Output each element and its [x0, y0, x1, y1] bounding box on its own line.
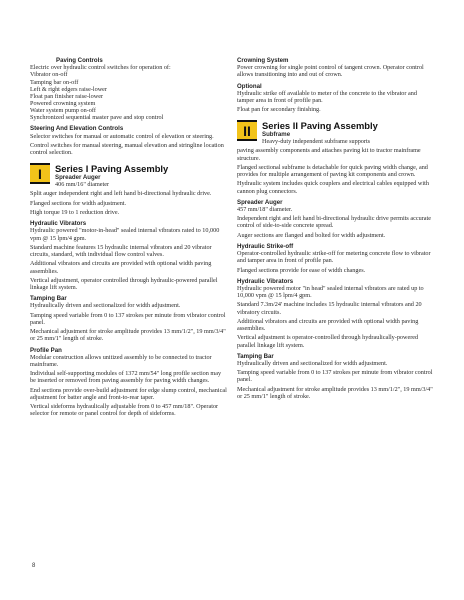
strike-off-section: [237, 243, 433, 274]
right-tamping-section: [237, 353, 433, 400]
paving-controls-list: [30, 64, 227, 121]
right-auger-section: [237, 199, 433, 239]
paragraph: paving assembly components and attaches paving kit to tractor mainframe structure.: [237, 147, 421, 162]
paragraph: Tamping speed variable from 0 to 137 strokes per minute from vibrator control panel.: [30, 311, 226, 326]
list-item: Electric over hydraulic control switches for operation of:: [30, 64, 171, 72]
optional-heading: Optional: [237, 82, 262, 90]
paragraph: Vertical sideforms hydraulically adjustable from 0 to 457 mm/18". Operator selector for remote or panel control for depth of sideforms.: [30, 403, 219, 418]
paragraph: Individual self-supporting modules of 1372 mm/54" long profile section may be inserted or removed from paving assembly for paving width changes.: [30, 370, 222, 385]
left-tamping-section: [30, 295, 227, 342]
paragraph: Control switches for manual steering, manual elevation and stringline location control selection.: [30, 142, 224, 157]
left-column: [30, 57, 227, 422]
paragraph: Vertical adjustment, operator controlled through hydraulic-powered parallel linkage lift system.: [30, 276, 218, 292]
paragraph: Tamping speed variable from 0 to 137 strokes per minute from vibrator control panel.: [237, 369, 433, 384]
series-1-badge: I: [30, 163, 50, 184]
series-2-header: [237, 120, 433, 145]
paragraph: Mechanical adjustment for stroke amplitude provides 13 mm/1/2", 19 mm/3/4" or 25 mm/1" length of stroke.: [237, 385, 433, 400]
list-item: Synchronized sequential master pave and stop control: [30, 114, 164, 122]
series-1-body: [30, 190, 227, 216]
paving-controls-heading: Paving Controls: [56, 57, 103, 64]
paragraph: High torque 19 to 1 reduction drive.: [30, 209, 120, 216]
optional-section: [237, 83, 433, 114]
paragraph: Mechanical adjustment for stroke amplitude provides 13 mm/1/2", 19 mm/3/4" or 25 mm/1" length of stroke.: [30, 328, 226, 343]
series-1-spec: 406 mm/16" diameter: [55, 181, 110, 189]
paragraph: Auger sections are flanged and bolted for width adjustment.: [237, 231, 386, 239]
series-2-subtitle: Subframe: [262, 131, 291, 139]
right-vibrators-section: [237, 278, 433, 349]
page-number: 8: [32, 563, 36, 569]
list-item: Float pan finisher raise-lower: [30, 92, 104, 100]
list-item: Vibrator on-off: [30, 71, 68, 79]
paragraph: Hydraulic powered motor "in head" sealed internal vibrators are rated up to 10,000 vpm @ 15 lpm/4 gpm.: [237, 284, 424, 300]
right-vibrators-heading: Hydraulic Vibrators: [237, 277, 294, 285]
series-1-title-group: [55, 163, 168, 188]
steering-section: [30, 125, 227, 156]
series-2-lead: Heavy-duty independent subframe supports: [262, 138, 371, 146]
series-2-title: Series II Paving Assembly: [262, 120, 378, 132]
profile-pan-heading: Profile Pan: [30, 346, 62, 354]
paragraph: Operator-controlled hydraulic strike-off for metering concrete flow to vibrator and tamper area in front of profile pan.: [237, 250, 431, 265]
paragraph: End sections provide over-build adjustment for edge slump control, mechanical adjustment for batter angle and front-to-rear taper.: [30, 386, 227, 401]
left-vibrators-section: [30, 220, 227, 291]
series-2-title-group: [262, 120, 378, 145]
paragraph: Flanged sections for width adjustment.: [30, 199, 127, 207]
paragraph: Hydraulic system includes quick couplers and electrical cables equipped with cannon plug connectors.: [237, 180, 429, 195]
paragraph: Hydraulically driven and sectionalized for width adjustment.: [237, 359, 388, 367]
paragraph: Hydraulic powered "motor-in-head" sealed internal vibrators rated to 10,000 vpm @ 15 lpm/4 gpm.: [30, 227, 220, 242]
paragraph: Standard machine features 15 hydraulic internal vibrators and 20 vibrator circuits, standard, with individual flow control valves.: [30, 243, 212, 259]
right-column: [237, 57, 433, 404]
series-1-header: [30, 163, 227, 188]
paragraph: Float pan for secondary finishing.: [237, 106, 321, 114]
right-tamping-heading: Tamping Bar: [237, 352, 274, 360]
paragraph: Split auger independent right and left hand bi-directional hydraulic drive.: [30, 190, 212, 198]
paragraph: Selector switches for manual or automatic control of elevation or steering.: [30, 132, 214, 140]
series-1-subtitle: Spreader Auger: [55, 174, 101, 182]
paragraph: Flanged sections provide for ease of width changes.: [237, 266, 366, 274]
steering-heading: Steering And Elevation Controls: [30, 125, 124, 133]
paragraph: Hydraulic strike off available to meter of the concrete to the vibrator and tamper area in front of profile pan.: [237, 89, 417, 104]
strike-off-heading: Hydraulic Strike-off: [237, 242, 294, 250]
paragraph: Modular construction allows unitized assembly to be connected to tractor mainframe.: [30, 353, 212, 368]
paving-controls-section: [30, 57, 227, 121]
profile-pan-section: [30, 347, 227, 418]
paragraph: Flanged sectional subframe is detachable for quick paving width change, and provides for multiple arrangement of paving kit components and crown.: [237, 163, 428, 179]
list-item: Tamping bar on-off: [30, 78, 79, 86]
paragraph: Power crowning for single point control of tangent crown. Operator control allows transitioning into and out of crown.: [237, 64, 424, 79]
paragraph: Additional vibrators and circuits are provided with optional width paving assemblies.: [30, 260, 212, 275]
right-auger-heading: Spreader Auger: [237, 198, 283, 206]
paragraph: Standard 7.3m/24' machine includes 15 hydraulic internal vibrators and 20 vibratory circuits.: [237, 301, 422, 316]
crowning-heading: Crowning System: [237, 57, 289, 64]
paragraph: Vertical adjustment is operator-controlled through hydraulically-powered parallel linkage lift system.: [237, 334, 419, 349]
left-tamping-heading: Tamping Bar: [30, 295, 67, 303]
left-vibrators-heading: Hydraulic Vibrators: [30, 220, 87, 228]
paragraph: Additional vibrators and circuits are provided with optional width paving assemblies.: [237, 317, 419, 333]
list-item: Powered crowning system: [30, 99, 96, 107]
paragraph: Independent right and left hand bi-directional hydraulic drive permits accurate control of side-to-side concrete spread.: [237, 215, 431, 230]
series-2-badge: II: [237, 120, 257, 141]
paragraph: Hydraulically driven and sectionalized for width adjustment.: [30, 302, 181, 310]
list-item: Water system pump on-off: [30, 107, 96, 115]
crowning-section: [237, 57, 433, 79]
list-item: Left & right edgers raise-lower: [30, 85, 107, 93]
series-2-body: [237, 147, 433, 194]
series-1-title: Series I Paving Assembly: [55, 163, 169, 175]
paragraph: 457 mm/18" diameter.: [237, 205, 293, 213]
